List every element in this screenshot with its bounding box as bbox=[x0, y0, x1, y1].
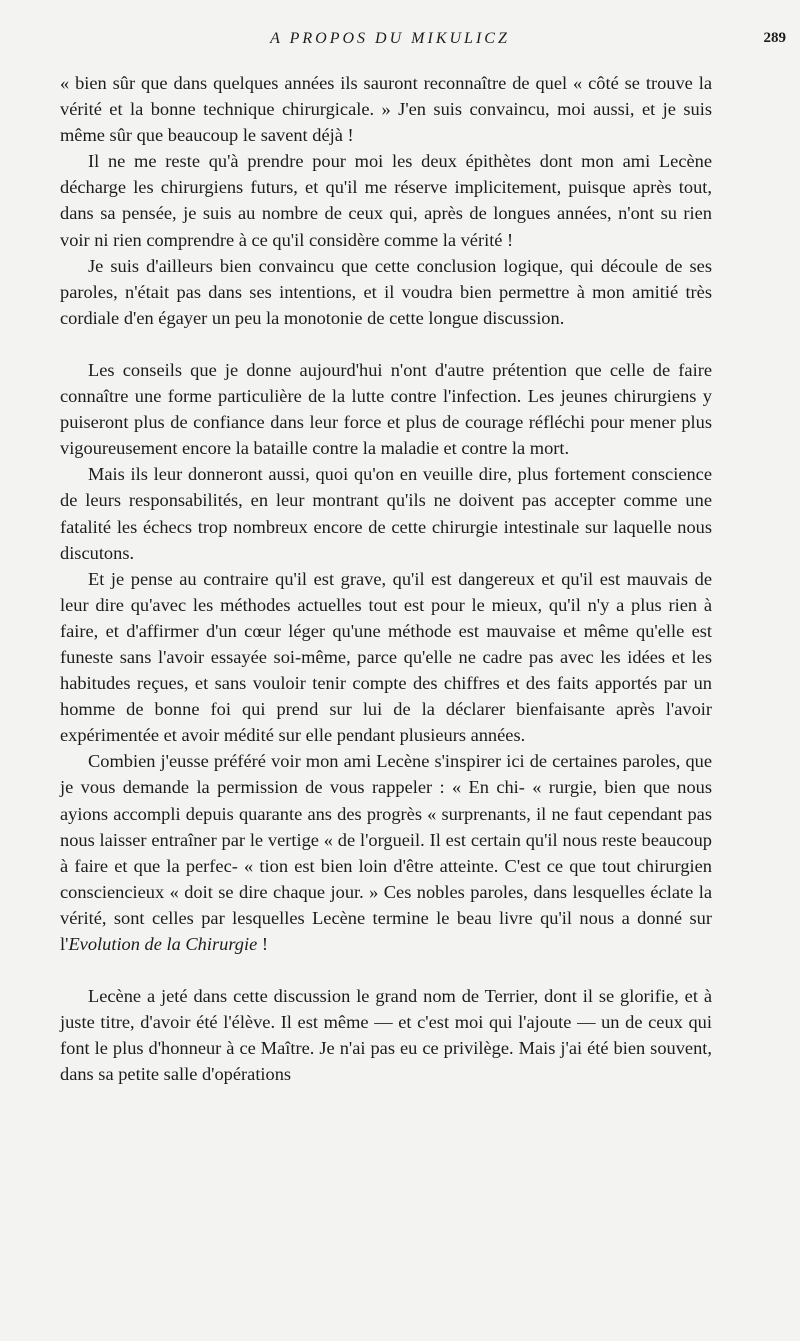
body-text bbox=[60, 70, 712, 1087]
paragraph: Je suis d'ailleurs bien convaincu que cette conclusion logique, qui découle de ses paroles, n'était pas dans ses intentions, et il voudra bien permettre à mon amitié très cordiale d'en égayer un peu la monotonie de cette longue discussion. bbox=[60, 255, 712, 328]
paragraph: Les conseils que je donne aujourd'hui n'ont d'autre prétention que celle de faire connaître une forme particulière de la lutte contre l'infection. Les jeunes chirurgiens y puiseront plus de confiance dans leur force et plus de courage réfléchi pour mener plus vigoureusement encore la bataille contre la maladie et contre la mort. bbox=[60, 359, 712, 459]
paragraph-tail: ! bbox=[257, 934, 268, 954]
paragraph bbox=[60, 748, 712, 957]
page-number: 289 bbox=[763, 30, 786, 46]
paragraph: « bien sûr que dans quelques années ils sauront reconnaître de quel « côté se trouve la vérité et la bonne technique chirurgicale. » J'en suis convaincu, moi aussi, et je suis même sûr que beaucoup le savent déjà ! bbox=[60, 73, 712, 146]
page-header bbox=[0, 26, 800, 54]
paragraph: Il ne me reste qu'à prendre pour moi les deux épithètes dont mon ami Lecène décharge les chirurgiens futurs, et qu'il me réserve implicitement, puisque après tout, dans sa pensée, je suis au nombre de ceux qui, après de longues années, n'ont su rien voir ni rien comprendre à ce qu'il considère comme la vérité ! bbox=[60, 151, 712, 250]
paragraph: Lecène a jeté dans cette discussion le grand nom de Terrier, dont il se glorifie, et à juste titre, d'avoir été l'élève. Il est même — et c'est moi qui l'ajoute — un de ceux qui font le plus d'honneur à ce Maître. Je n'ai pas eu ce privilège. Mais j'ai été bien souvent, dans sa petite salle d'opérations bbox=[60, 986, 712, 1085]
paragraph: Et je pense au contraire qu'il est grave, qu'il est dangereux et qu'il est mauvais de leur dire qu'avec les méthodes actuelles tout est pour le mieux, qu'il n'y a plus rien à faire, et d'affirmer d'un cœur léger qu'une méthode est mauvaise et même qu'elle est funeste sans l'avoir essayée soi-même, parce qu'elle ne cadre pas avec les idées et les habitudes reçues, et sans vouloir tenir compte des chiffres et des faits apportés par un homme de bonne foi qui prend sur lui de la déclarer bienfaisante après l'avoir expérimentée et avoir médité sur elle pendant plusieurs années. bbox=[60, 568, 712, 746]
paragraph: Mais ils leur donneront aussi, quoi qu'on en veuille dire, plus fortement conscience de leurs responsabilités, en leur montrant qu'ils ne doivent pas accepter comme une fatalité les échecs trop nombreux encore de cette chirurgie intestinale sur laquelle nous discutons. bbox=[60, 464, 712, 563]
paragraph-text: Combien j'eusse préféré voir mon ami Lecène s'inspirer ici de certaines paroles, que je vous demande la permission de vous rappeler : « En chi- « rurgie, bien que nous ayions accompli depuis quarante ans des progrès « surprenants, il ne faut cependant pas nous laisser entraîner par le vertige « de l'orgueil. Il est certain qu'il nous reste beaucoup à faire et que la perfec- « tion est bien loin d'être atteinte. C'est ce que tout chirurgien consciencieux « doit se dire chaque jour. » Ces nobles paroles, dans lesquelles éclate la vérité, sont celles par lesquelles Lecène termine le beau livre qu'il nous a donné sur l' bbox=[60, 751, 712, 954]
book-title: Evolution de la Chirurgie bbox=[68, 934, 258, 954]
running-title: A PROPOS DU MIKULICZ bbox=[270, 30, 510, 47]
